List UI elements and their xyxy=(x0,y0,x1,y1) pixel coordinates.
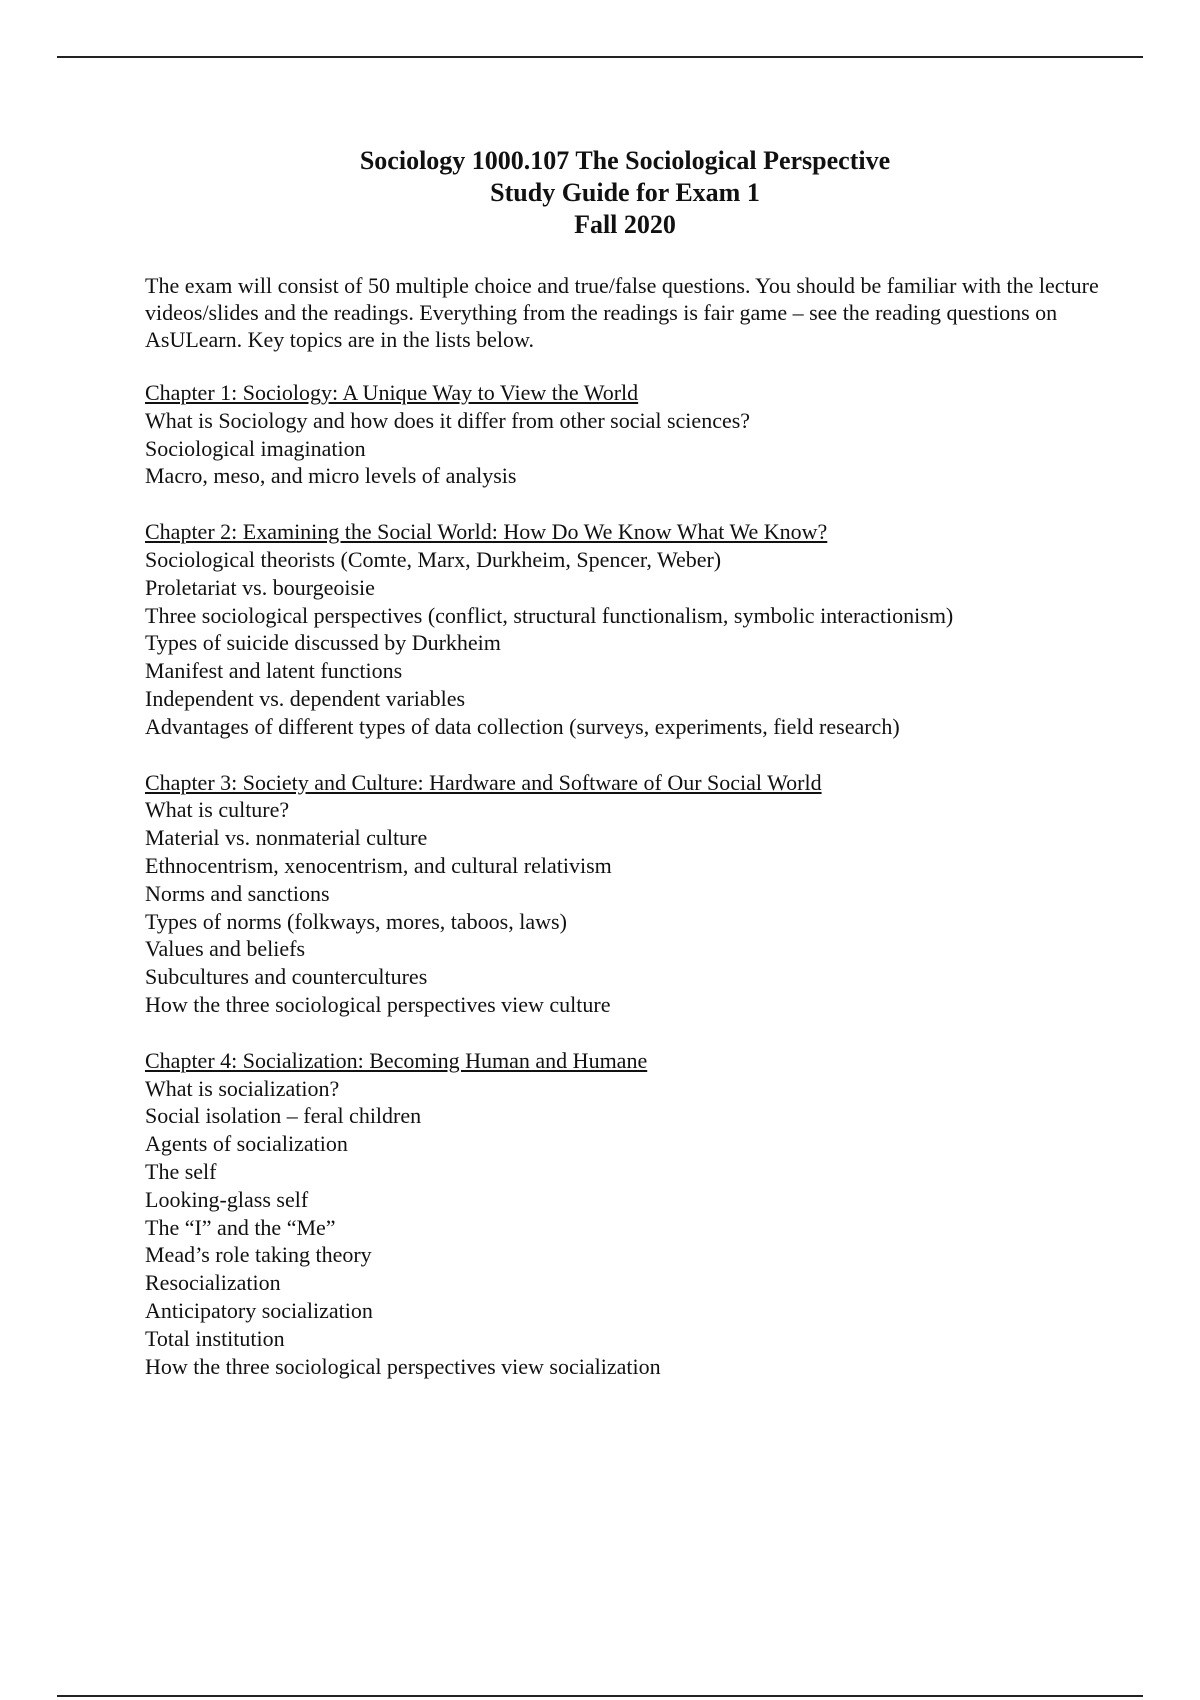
topic-item: Norms and sanctions xyxy=(145,880,330,906)
topic-item: Ethnocentrism, xenocentrism, and cultural relativism xyxy=(145,852,612,878)
chapter-3-section xyxy=(145,769,1145,1019)
term-title: Fall 2020 xyxy=(574,210,676,239)
topic-item: Values and beliefs xyxy=(145,936,306,962)
topic-item: Independent vs. dependent variables xyxy=(145,685,466,711)
topic-item: Social isolation – feral children xyxy=(145,1103,422,1129)
topic-item: What is Sociology and how does it differ from other social sciences? xyxy=(145,407,751,433)
topic-item: What is socialization? xyxy=(145,1075,340,1101)
topic-item: The self xyxy=(145,1158,217,1184)
topic-item: Sociological theorists (Comte, Marx, Durkheim, Spencer, Weber) xyxy=(145,546,722,572)
topic-item: Agents of socialization xyxy=(145,1131,348,1157)
topic-item: How the three sociological perspectives view culture xyxy=(145,991,611,1017)
topic-item: Anticipatory socialization xyxy=(145,1297,373,1323)
chapter-heading: Chapter 2: Examining the Social World: How Do We Know What We Know? xyxy=(145,519,828,545)
topic-item: Types of suicide discussed by Durkheim xyxy=(145,630,501,656)
topic-item: Looking-glass self xyxy=(145,1186,309,1212)
topic-item: Three sociological perspectives (conflict, structural functionalism, symbolic interactionism) xyxy=(145,602,954,628)
chapter-2-section xyxy=(145,518,1145,740)
topic-item: Types of norms (folkways, mores, taboos, laws) xyxy=(145,908,567,934)
topic-item: Subcultures and countercultures xyxy=(145,964,428,990)
chapter-4-section xyxy=(145,1047,1145,1381)
chapter-heading: Chapter 1: Sociology: A Unique Way to View the World xyxy=(145,380,639,405)
chapter-sections xyxy=(145,379,1145,1408)
top-rule xyxy=(57,56,1143,58)
chapter-heading: Chapter 4: Socialization: Becoming Human and Humane xyxy=(145,1047,648,1073)
title-block xyxy=(145,145,1145,241)
bottom-rule xyxy=(57,1695,1143,1697)
topic-item: Proletariat vs. bourgeoisie xyxy=(145,574,375,600)
guide-title: Study Guide for Exam 1 xyxy=(490,178,760,207)
topic-item: What is culture? xyxy=(145,797,290,823)
topic-item: Resocialization xyxy=(145,1270,281,1296)
topic-item: Advantages of different types of data collection (surveys, experiments, field research) xyxy=(145,713,900,739)
intro-paragraph: The exam will consist of 50 multiple choice and true/false questions. You should be familiar with the lecture videos/slides and the readings. Everything from the readings is fair game – see the reading questions on AsULearn. Key topics are in the lists below. xyxy=(145,273,1099,352)
course-title: Sociology 1000.107 The Sociological Perspective xyxy=(359,146,891,175)
topic-item: How the three sociological perspectives view socialization xyxy=(145,1353,661,1379)
topic-item: Manifest and latent functions xyxy=(145,658,403,684)
chapter-heading: Chapter 3: Society and Culture: Hardware and Software of Our Social World xyxy=(145,769,822,795)
chapter-1-section xyxy=(145,379,1145,490)
topic-item: The “I” and the “Me” xyxy=(145,1214,336,1240)
topic-item: Macro, meso, and micro levels of analysis xyxy=(145,463,517,489)
topic-item: Sociological imagination xyxy=(145,435,366,461)
topic-item: Total institution xyxy=(145,1325,285,1351)
topic-item: Mead’s role taking theory xyxy=(145,1242,372,1268)
topic-item: Material vs. nonmaterial culture xyxy=(145,825,428,851)
